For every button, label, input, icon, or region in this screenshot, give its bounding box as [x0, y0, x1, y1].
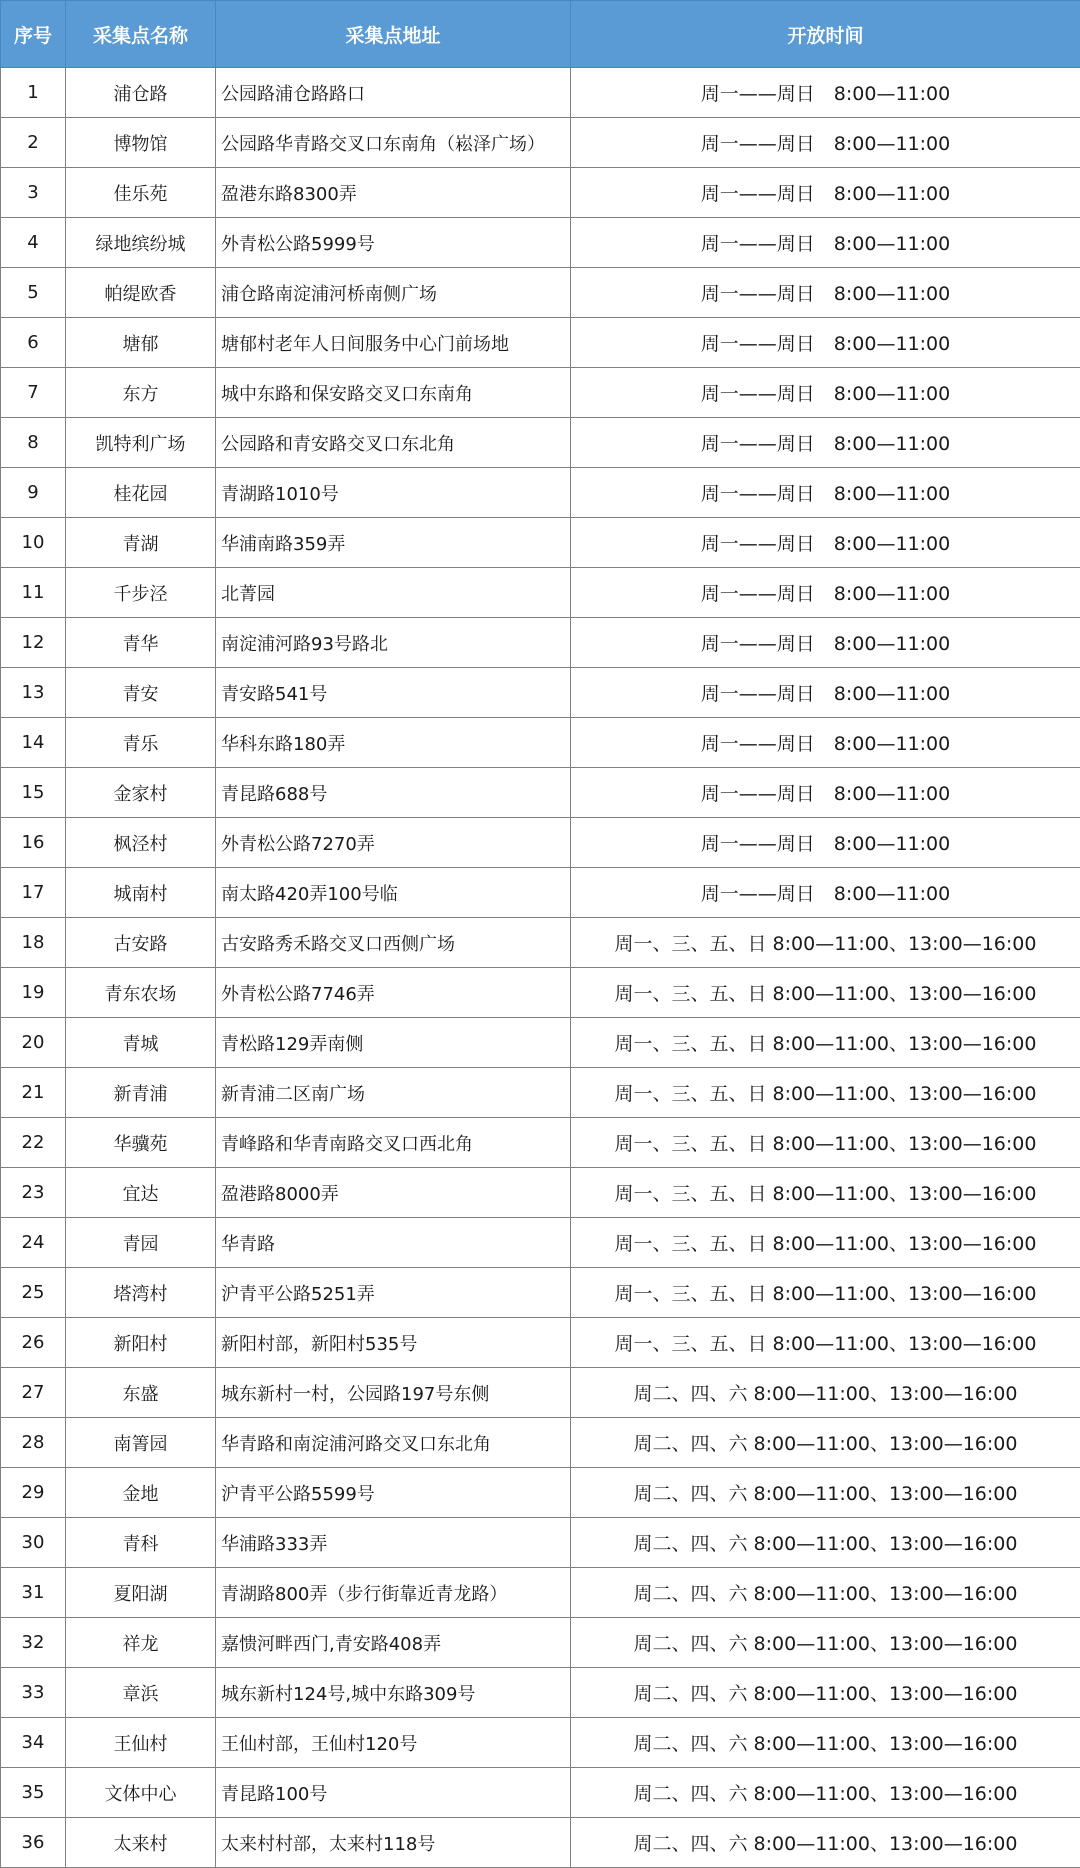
- site-hours: 周二、四、六 8:00—11:00、13:00—16:00: [571, 1618, 1080, 1668]
- site-name: 桂花园: [66, 468, 216, 518]
- row-number: 4: [1, 218, 66, 268]
- site-address: 沪青平公路5251弄: [216, 1268, 571, 1318]
- site-hours: 周一、三、五、日 8:00—11:00、13:00—16:00: [571, 968, 1080, 1018]
- table-row: [1, 1068, 1080, 1118]
- site-name: 青园: [66, 1218, 216, 1268]
- site-name: 新青浦: [66, 1068, 216, 1118]
- site-name: 青安: [66, 668, 216, 718]
- row-number: 15: [1, 768, 66, 818]
- header-name: 采集点名称: [66, 1, 216, 68]
- table-row: [1, 1118, 1080, 1168]
- site-address: 华青路: [216, 1218, 571, 1268]
- site-name: 金地: [66, 1468, 216, 1518]
- site-hours: 周二、四、六 8:00—11:00、13:00—16:00: [571, 1568, 1080, 1618]
- row-number: 31: [1, 1568, 66, 1618]
- site-hours: 周一——周日 8:00—11:00: [571, 318, 1080, 368]
- row-number: 27: [1, 1368, 66, 1418]
- site-hours: 周一——周日 8:00—11:00: [571, 818, 1080, 868]
- site-hours: 周二、四、六 8:00—11:00、13:00—16:00: [571, 1768, 1080, 1818]
- site-name: 祥龙: [66, 1618, 216, 1668]
- table-row: [1, 1518, 1080, 1568]
- row-number: 20: [1, 1018, 66, 1068]
- header-address: 采集点地址: [216, 1, 571, 68]
- row-number: 6: [1, 318, 66, 368]
- table-row: [1, 1668, 1080, 1718]
- site-name: 章浜: [66, 1668, 216, 1718]
- site-name: 文体中心: [66, 1768, 216, 1818]
- site-hours: 周一——周日 8:00—11:00: [571, 768, 1080, 818]
- site-address: 沪青平公路5599号: [216, 1468, 571, 1518]
- site-hours: 周一——周日 8:00—11:00: [571, 418, 1080, 468]
- site-address: 外青松公路7746弄: [216, 968, 571, 1018]
- table-row: [1, 518, 1080, 568]
- site-address: 公园路和青安路交叉口东北角: [216, 418, 571, 468]
- row-number: 19: [1, 968, 66, 1018]
- header-hours: 开放时间: [571, 1, 1080, 68]
- site-address: 嘉愦河畔西门,青安路408弄: [216, 1618, 571, 1668]
- site-hours: 周二、四、六 8:00—11:00、13:00—16:00: [571, 1818, 1080, 1868]
- header-row: [1, 1, 1080, 68]
- table-row: [1, 1468, 1080, 1518]
- row-number: 35: [1, 1768, 66, 1818]
- site-name: 绿地缤纷城: [66, 218, 216, 268]
- site-name: 塔湾村: [66, 1268, 216, 1318]
- table-header: [1, 1, 1080, 68]
- site-address: 青松路129弄南侧: [216, 1018, 571, 1068]
- table-row: [1, 68, 1080, 118]
- site-name: 青东农场: [66, 968, 216, 1018]
- site-name: 宜达: [66, 1168, 216, 1218]
- site-hours: 周一、三、五、日 8:00—11:00、13:00—16:00: [571, 1168, 1080, 1218]
- table-row: [1, 818, 1080, 868]
- site-address: 华科东路180弄: [216, 718, 571, 768]
- site-hours: 周一、三、五、日 8:00—11:00、13:00—16:00: [571, 1068, 1080, 1118]
- site-hours: 周二、四、六 8:00—11:00、13:00—16:00: [571, 1668, 1080, 1718]
- table-row: [1, 268, 1080, 318]
- row-number: 1: [1, 68, 66, 118]
- table-row: [1, 968, 1080, 1018]
- site-address: 华青路和南淀浦河路交叉口东北角: [216, 1418, 571, 1468]
- table-row: [1, 768, 1080, 818]
- table-row: [1, 168, 1080, 218]
- site-name: 夏阳湖: [66, 1568, 216, 1618]
- table-row: [1, 1218, 1080, 1268]
- row-number: 28: [1, 1418, 66, 1468]
- site-address: 南淀浦河路93号路北: [216, 618, 571, 668]
- site-hours: 周一——周日 8:00—11:00: [571, 718, 1080, 768]
- site-address: 外青松公路7270弄: [216, 818, 571, 868]
- row-number: 17: [1, 868, 66, 918]
- table-row: [1, 1768, 1080, 1818]
- row-number: 26: [1, 1318, 66, 1368]
- row-number: 34: [1, 1718, 66, 1768]
- site-address: 北菁园: [216, 568, 571, 618]
- site-name: 塘郁: [66, 318, 216, 368]
- table-row: [1, 918, 1080, 968]
- table-body: [1, 68, 1080, 1868]
- site-name: 青乐: [66, 718, 216, 768]
- site-name: 王仙村: [66, 1718, 216, 1768]
- site-name: 青城: [66, 1018, 216, 1068]
- table-row: [1, 1818, 1080, 1868]
- site-hours: 周一——周日 8:00—11:00: [571, 168, 1080, 218]
- site-hours: 周二、四、六 8:00—11:00、13:00—16:00: [571, 1518, 1080, 1568]
- row-number: 25: [1, 1268, 66, 1318]
- row-number: 3: [1, 168, 66, 218]
- row-number: 36: [1, 1818, 66, 1868]
- row-number: 23: [1, 1168, 66, 1218]
- site-name: 青华: [66, 618, 216, 668]
- table-row: [1, 1268, 1080, 1318]
- site-hours: 周一、三、五、日 8:00—11:00、13:00—16:00: [571, 1218, 1080, 1268]
- site-address: 古安路秀禾路交叉口西侧广场: [216, 918, 571, 968]
- row-number: 29: [1, 1468, 66, 1518]
- table-row: [1, 618, 1080, 668]
- site-hours: 周一——周日 8:00—11:00: [571, 118, 1080, 168]
- site-address: 青湖路1010号: [216, 468, 571, 518]
- site-address: 盈港路8000弄: [216, 1168, 571, 1218]
- table-row: [1, 1418, 1080, 1468]
- site-name: 古安路: [66, 918, 216, 968]
- row-number: 11: [1, 568, 66, 618]
- row-number: 14: [1, 718, 66, 768]
- site-hours: 周一、三、五、日 8:00—11:00、13:00—16:00: [571, 918, 1080, 968]
- table-row: [1, 1018, 1080, 1068]
- site-address: 新青浦二区南广场: [216, 1068, 571, 1118]
- site-name: 华骥苑: [66, 1118, 216, 1168]
- site-hours: 周一——周日 8:00—11:00: [571, 268, 1080, 318]
- row-number: 30: [1, 1518, 66, 1568]
- site-hours: 周一——周日 8:00—11:00: [571, 568, 1080, 618]
- site-hours: 周一——周日 8:00—11:00: [571, 368, 1080, 418]
- site-hours: 周一——周日 8:00—11:00: [571, 618, 1080, 668]
- table-row: [1, 1368, 1080, 1418]
- site-name: 凯特利广场: [66, 418, 216, 468]
- site-address: 公园路浦仓路路口: [216, 68, 571, 118]
- site-name: 枫泾村: [66, 818, 216, 868]
- site-address: 青昆路688号: [216, 768, 571, 818]
- table-row: [1, 318, 1080, 368]
- site-name: 南箐园: [66, 1418, 216, 1468]
- site-hours: 周二、四、六 8:00—11:00、13:00—16:00: [571, 1468, 1080, 1518]
- row-number: 18: [1, 918, 66, 968]
- row-number: 5: [1, 268, 66, 318]
- site-name: 帕缇欧香: [66, 268, 216, 318]
- row-number: 33: [1, 1668, 66, 1718]
- row-number: 2: [1, 118, 66, 168]
- site-address: 公园路华青路交叉口东南角（崧泽广场）: [216, 118, 571, 168]
- site-address: 青湖路800弄（步行街靠近青龙路）: [216, 1568, 571, 1618]
- site-name: 青湖: [66, 518, 216, 568]
- site-hours: 周一、三、五、日 8:00—11:00、13:00—16:00: [571, 1118, 1080, 1168]
- site-name: 佳乐苑: [66, 168, 216, 218]
- table-row: [1, 368, 1080, 418]
- site-name: 博物馆: [66, 118, 216, 168]
- row-number: 32: [1, 1618, 66, 1668]
- site-name: 东盛: [66, 1368, 216, 1418]
- site-hours: 周二、四、六 8:00—11:00、13:00—16:00: [571, 1718, 1080, 1768]
- site-hours: 周一、三、五、日 8:00—11:00、13:00—16:00: [571, 1268, 1080, 1318]
- site-address: 青峰路和华青南路交叉口西北角: [216, 1118, 571, 1168]
- table-row: [1, 668, 1080, 718]
- site-hours: 周一、三、五、日 8:00—11:00、13:00—16:00: [571, 1318, 1080, 1368]
- site-hours: 周一——周日 8:00—11:00: [571, 68, 1080, 118]
- site-hours: 周一——周日 8:00—11:00: [571, 668, 1080, 718]
- site-hours: 周一——周日 8:00—11:00: [571, 518, 1080, 568]
- table-row: [1, 218, 1080, 268]
- site-address: 南太路420弄100号临: [216, 868, 571, 918]
- site-hours: 周一——周日 8:00—11:00: [571, 868, 1080, 918]
- table-row: [1, 468, 1080, 518]
- row-number: 12: [1, 618, 66, 668]
- site-name: 城南村: [66, 868, 216, 918]
- site-hours: 周一——周日 8:00—11:00: [571, 468, 1080, 518]
- row-number: 7: [1, 368, 66, 418]
- row-number: 22: [1, 1118, 66, 1168]
- table-row: [1, 568, 1080, 618]
- row-number: 16: [1, 818, 66, 868]
- site-name: 新阳村: [66, 1318, 216, 1368]
- table-row: [1, 1568, 1080, 1618]
- row-number: 9: [1, 468, 66, 518]
- site-address: 华浦路333弄: [216, 1518, 571, 1568]
- table-row: [1, 118, 1080, 168]
- site-address: 塘郁村老年人日间服务中心门前场地: [216, 318, 571, 368]
- table-row: [1, 418, 1080, 468]
- site-address: 城中东路和保安路交叉口东南角: [216, 368, 571, 418]
- site-address: 城东新村124号,城中东路309号: [216, 1668, 571, 1718]
- site-address: 盈港东路8300弄: [216, 168, 571, 218]
- site-address: 青昆路100号: [216, 1768, 571, 1818]
- site-hours: 周一、三、五、日 8:00—11:00、13:00—16:00: [571, 1018, 1080, 1068]
- site-name: 东方: [66, 368, 216, 418]
- row-number: 8: [1, 418, 66, 468]
- site-name: 千步泾: [66, 568, 216, 618]
- row-number: 24: [1, 1218, 66, 1268]
- site-name: 太来村: [66, 1818, 216, 1868]
- table-row: [1, 1318, 1080, 1368]
- site-address: 外青松公路5999号: [216, 218, 571, 268]
- site-hours: 周二、四、六 8:00—11:00、13:00—16:00: [571, 1418, 1080, 1468]
- site-hours: 周一——周日 8:00—11:00: [571, 218, 1080, 268]
- row-number: 21: [1, 1068, 66, 1118]
- site-address: 太来村村部，太来村118号: [216, 1818, 571, 1868]
- site-address: 新阳村部，新阳村535号: [216, 1318, 571, 1368]
- site-address: 王仙村部，王仙村120号: [216, 1718, 571, 1768]
- site-hours: 周二、四、六 8:00—11:00、13:00—16:00: [571, 1368, 1080, 1418]
- site-address: 华浦南路359弄: [216, 518, 571, 568]
- table-row: [1, 718, 1080, 768]
- site-address: 城东新村一村，公园路197号东侧: [216, 1368, 571, 1418]
- table-row: [1, 868, 1080, 918]
- table-row: [1, 1168, 1080, 1218]
- site-address: 青安路541号: [216, 668, 571, 718]
- site-name: 青科: [66, 1518, 216, 1568]
- site-address: 浦仓路南淀浦河桥南侧广场: [216, 268, 571, 318]
- header-no: 序号: [1, 1, 66, 68]
- row-number: 13: [1, 668, 66, 718]
- row-number: 10: [1, 518, 66, 568]
- site-name: 金家村: [66, 768, 216, 818]
- site-name: 浦仓路: [66, 68, 216, 118]
- table-row: [1, 1618, 1080, 1668]
- table-row: [1, 1718, 1080, 1768]
